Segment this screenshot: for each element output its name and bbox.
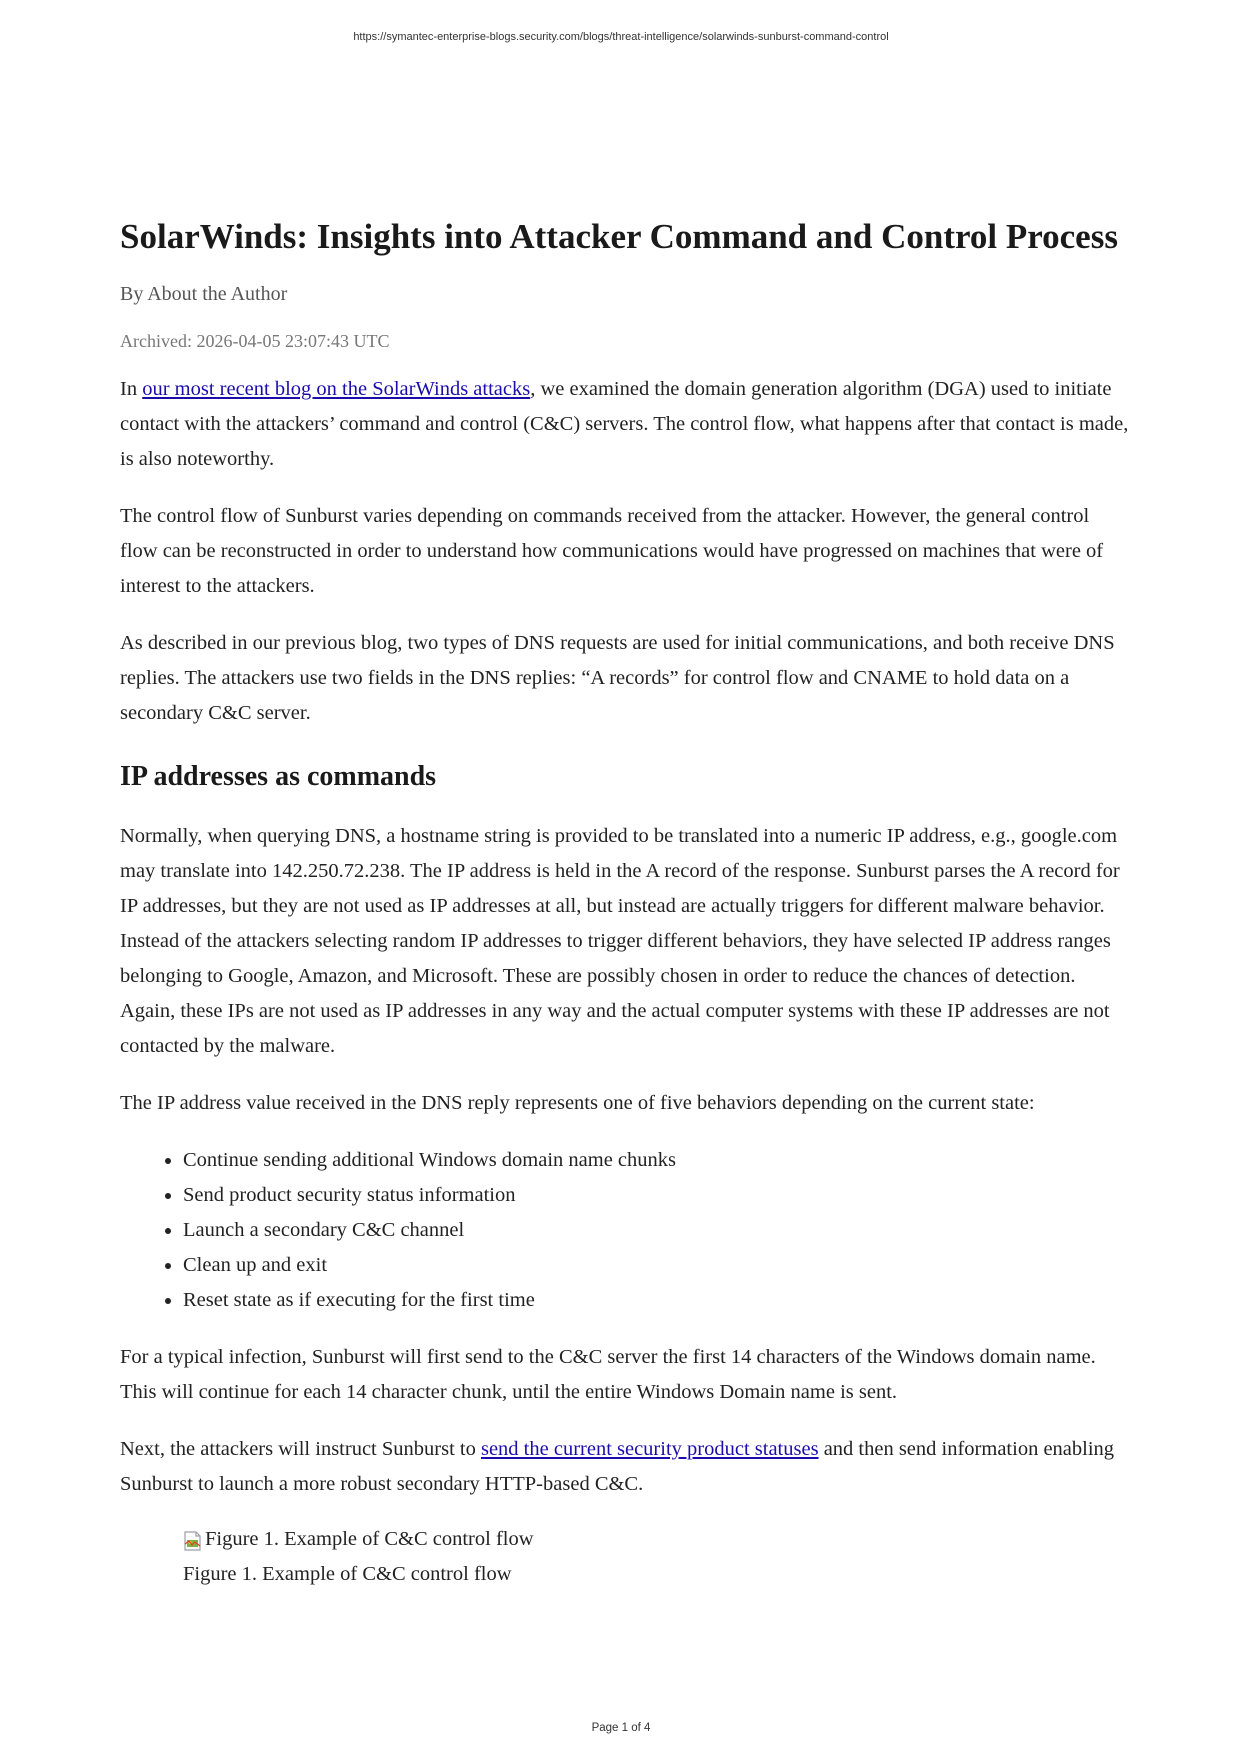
behaviors-list bbox=[120, 1143, 1130, 1318]
broken-image-icon bbox=[183, 1529, 203, 1551]
list-item: • Continue sending additional Windows domain name chunks bbox=[183, 1143, 1130, 1178]
list-item: • Clean up and exit bbox=[183, 1248, 1130, 1283]
section-heading: IP addresses as commands bbox=[120, 761, 437, 792]
article bbox=[120, 212, 1130, 1592]
list-item: • Send product security status information bbox=[183, 1178, 1130, 1213]
paragraph-typical-infection: For a typical infection, Sunburst will first send to the C&C server the first 14 characters of the Windows domain name. This will continue for each 14 character chunk, until the entire Windows Domain name is sent. bbox=[120, 1346, 1096, 1403]
figure-image-broken bbox=[183, 1522, 1130, 1557]
paragraph-dns-requests: As described in our previous blog, two types of DNS requests are used for initial communications, and both receive DNS replies. The attackers use two fields in the DNS replies: “A records” for control flow and CNAME to hold data on a secondary C&C server. bbox=[120, 632, 1115, 724]
archived-timestamp: Archived: 2026-04-05 23:07:43 UTC bbox=[120, 331, 390, 351]
source-url: https://symantec-enterprise-blogs.security.com/blogs/threat-intelligence/solarwinds-sunburst-command-control bbox=[353, 31, 889, 43]
list-item: • Reset state as if executing for the first time bbox=[183, 1283, 1130, 1318]
paragraph-behaviors-intro: The IP address value received in the DNS reply represents one of five behaviors depending on the current state: bbox=[120, 1092, 1035, 1114]
security-statuses-link[interactable]: send the current security product statuses bbox=[480, 1438, 819, 1460]
paragraph-next-steps: Next, the attackers will instruct Sunburst to send the current security product statuses and then send information enabling Sunburst to launch a more robust secondary HTTP-based C&C. bbox=[120, 1438, 1115, 1495]
figure bbox=[183, 1522, 1130, 1592]
paragraph-control-flow: The control flow of Sunburst varies depending on commands received from the attacker. However, the general control flow can be reconstructed in order to understand how communications would have progressed on machines that were of interest to the attackers. bbox=[120, 505, 1104, 597]
paragraph-ip-addresses: Normally, when querying DNS, a hostname string is provided to be translated into a numeric IP address, e.g., google.com may translate into 142.250.72.238. The IP address is held in the A record of the response. Sunburst parses the A record for IP addresses, but they are not used as IP addresses at all, but instead are actually triggers for different malware behavior. Instead of the attackers selecting random IP addresses to trigger different behaviors, they have selected IP address ranges belonging to Google, Amazon, and Microsoft. These are possibly chosen in order to reduce the chances of detection. Again, these IPs are not used as IP addresses in any way and the actual computer systems with these IP addresses are not contacted by the malware. bbox=[120, 825, 1120, 1057]
article-title: SolarWinds: Insights into Attacker Command and Control Process bbox=[120, 217, 1118, 256]
paragraph-intro: In our most recent blog on the SolarWinds attacks, we examined the domain generation algorithm (DGA) used to initiate contact with the attackers’ command and control (C&C) servers. The control flow, what happens after that contact is made, is also noteworthy. bbox=[120, 378, 1129, 470]
list-item: • Launch a secondary C&C channel bbox=[183, 1213, 1130, 1248]
figure-caption: Figure 1. Example of C&C control flow bbox=[183, 1563, 512, 1585]
page-number: Page 1 of 4 bbox=[591, 1722, 651, 1734]
figure-alt-text: Figure 1. Example of C&C control flow bbox=[205, 1528, 534, 1550]
recent-blog-link[interactable]: our most recent blog on the SolarWinds attacks bbox=[142, 378, 531, 400]
byline: By About the Author bbox=[120, 283, 288, 305]
